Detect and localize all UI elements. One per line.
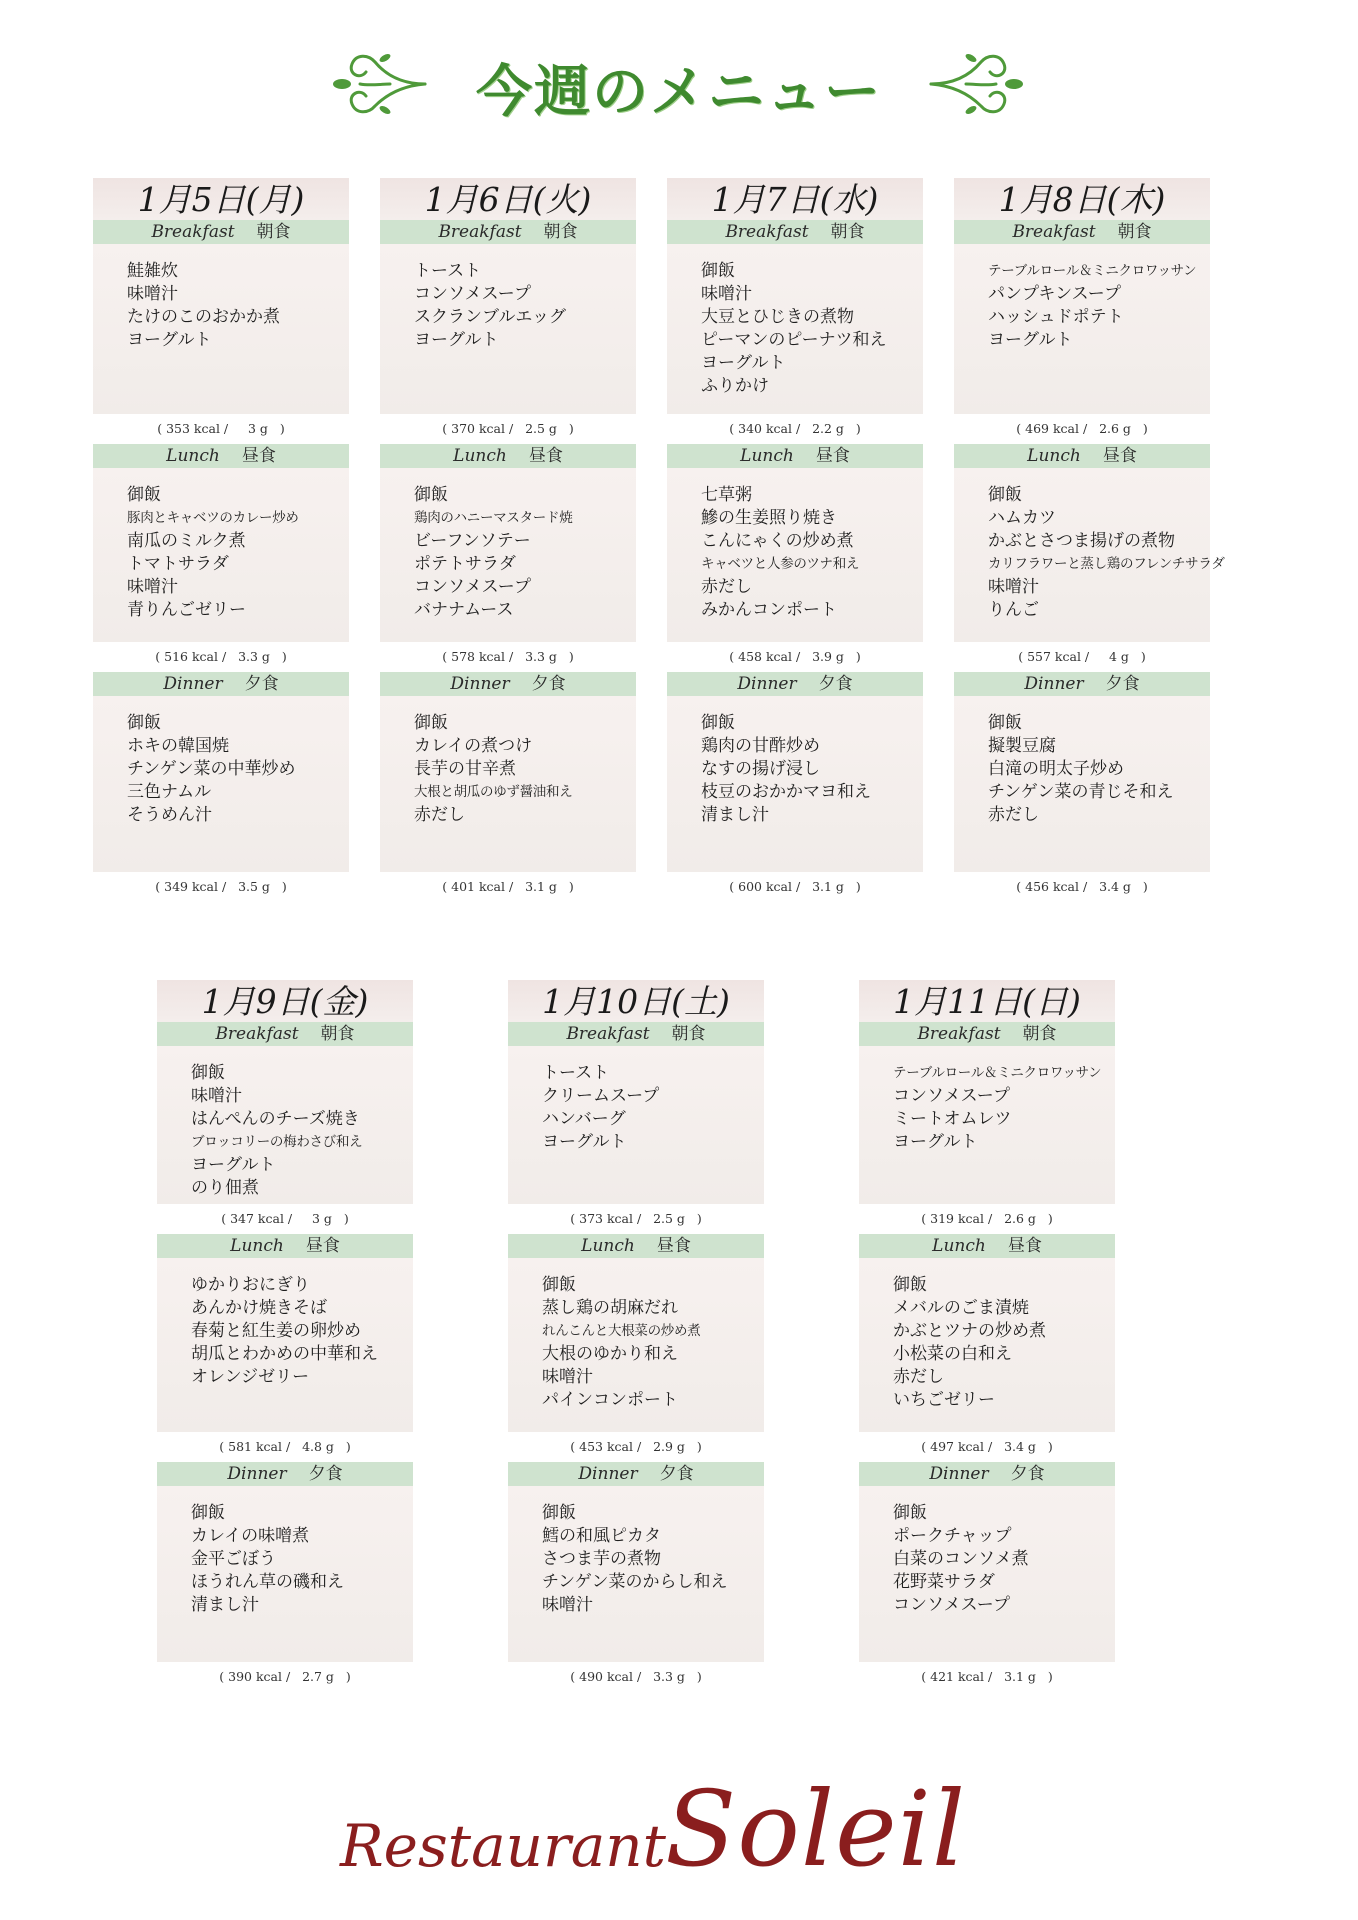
menu-item: トースト [542,1063,610,1083]
menu-item: 御飯 [988,713,1022,733]
breakfast-header [157,1022,413,1046]
breakfast-header [380,220,636,244]
menu-item: トマトサラダ [127,554,229,574]
menu-item: ポテトサラダ [414,554,516,574]
menu-item: クリームスープ [542,1086,660,1106]
day-column [508,980,764,1692]
breakfast-nutrition: ( 347 kcal / 3 g ) [221,1211,349,1226]
menu-item: 味噌汁 [127,284,178,304]
menu-item: 御飯 [127,485,161,505]
menu-item: 味噌汁 [988,577,1039,597]
dinner-menu [667,696,923,872]
lunch-label-ja: 昼食 [1102,446,1137,466]
menu-item: 味噌汁 [127,577,178,597]
menu-item: コンソメスープ [414,284,531,304]
lunch-header [93,444,349,468]
menu-item: コンソメスープ [414,577,531,597]
breakfast-menu [380,244,636,414]
breakfast-label-ja: 朝食 [830,222,865,242]
lunch-menu [508,1258,764,1432]
breakfast-label-ja: 朝食 [320,1024,355,1044]
page-header [0,40,1358,140]
menu-item: ほうれん草の磯和え [191,1572,344,1592]
breakfast-header [859,1022,1115,1046]
lunch-label-en: Lunch [581,1236,635,1256]
breakfast-nutrition: ( 370 kcal / 2.5 g ) [442,421,574,436]
menu-item: 清まし汁 [191,1595,259,1615]
menu-item: 胡瓜とわかめの中華和え [191,1344,378,1364]
dinner-menu [157,1486,413,1662]
menu-item: いちごゼリー [893,1390,995,1410]
menu-item: 豚肉とキャベツのカレー炒め [127,510,299,526]
breakfast-menu [859,1046,1115,1204]
menu-item: 蒸し鶏の胡麻だれ [542,1298,678,1318]
day-column [93,178,349,902]
dinner-label-ja: 夕食 [244,674,279,694]
menu-item: 御飯 [191,1503,225,1523]
lunch-menu [380,468,636,642]
day-date: 1月7日(水) [667,178,923,220]
menu-item: 擬製豆腐 [988,736,1056,756]
menu-item: チンゲン菜の青じそ和え [988,782,1174,802]
breakfast-label-ja: 朝食 [1117,222,1152,242]
lunch-nutrition: ( 581 kcal / 4.8 g ) [219,1439,351,1454]
menu-item: 鶏肉の甘酢炒め [701,736,820,756]
dinner-menu [954,696,1210,872]
menu-item: れんこんと大根菜の炒め煮 [542,1323,701,1339]
breakfast-label-ja: 朝食 [543,222,578,242]
menu-item: りんご [988,600,1039,620]
menu-item: ゆかりおにぎり [191,1275,310,1295]
menu-item: 御飯 [191,1063,225,1083]
dinner-label-en: Dinner [737,674,797,694]
menu-item: ヨーグルト [988,330,1073,350]
menu-item: 御飯 [701,713,735,733]
menu-item: ミートオムレツ [893,1109,1012,1129]
menu-item: 大根と胡瓜のゆず醤油和え [414,784,573,800]
breakfast-nutrition: ( 469 kcal / 2.6 g ) [1016,421,1148,436]
lunch-menu [157,1258,413,1432]
menu-item: ビーフンソテー [414,531,531,551]
menu-item: 大根のゆかり和え [542,1344,678,1364]
breakfast-header [954,220,1210,244]
menu-item: たけのこのおかか煮 [127,307,280,327]
menu-item: 赤だし [701,577,752,597]
lunch-label-en: Lunch [740,446,794,466]
dinner-label-en: Dinner [227,1464,287,1484]
dinner-header [667,672,923,696]
lunch-nutrition: ( 453 kcal / 2.9 g ) [570,1439,702,1454]
dinner-label-en: Dinner [163,674,223,694]
dinner-header [859,1462,1115,1486]
menu-item: パンプキンスープ [988,284,1121,304]
menu-item: ヨーグルト [893,1132,978,1152]
dinner-label-ja: 夕食 [659,1464,694,1484]
menu-item: 枝豆のおかかマヨ和え [701,782,871,802]
restaurant-name: Soleil [665,1768,967,1890]
dinner-label-en: Dinner [1024,674,1084,694]
menu-item: 春菊と紅生姜の卵炒め [191,1321,361,1341]
menu-item: ホキの韓国焼 [127,736,229,756]
breakfast-menu [93,244,349,414]
dinner-header [508,1462,764,1486]
menu-item: 御飯 [542,1275,576,1295]
breakfast-nutrition: ( 353 kcal / 3 g ) [157,421,285,436]
menu-item: 味噌汁 [191,1086,242,1106]
menu-item: 御飯 [893,1275,927,1295]
menu-item: ヨーグルト [542,1132,627,1152]
menu-item: ブロッコリーの梅わさび和え [191,1134,363,1150]
menu-item: のり佃煮 [191,1178,259,1198]
menu-item: 味噌汁 [701,284,752,304]
breakfast-header [667,220,923,244]
breakfast-label-en: Breakfast [438,222,522,242]
breakfast-menu [157,1046,413,1204]
day-column [380,178,636,902]
breakfast-label-en: Breakfast [215,1024,299,1044]
lunch-nutrition: ( 557 kcal / 4 g ) [1018,649,1146,664]
menu-item: 御飯 [542,1503,576,1523]
lunch-nutrition: ( 497 kcal / 3.4 g ) [921,1439,1053,1454]
breakfast-menu [508,1046,764,1204]
menu-item: こんにゃくの炒め煮 [701,531,854,551]
lunch-label-ja: 昼食 [815,446,850,466]
lunch-label-ja: 昼食 [656,1236,691,1256]
breakfast-nutrition: ( 373 kcal / 2.5 g ) [570,1211,702,1226]
dinner-label-en: Dinner [929,1464,989,1484]
menu-item: かぶとさつま揚げの煮物 [988,531,1175,551]
menu-item: ハッシュドポテト [988,307,1124,327]
dinner-nutrition: ( 349 kcal / 3.5 g ) [155,879,287,894]
menu-item: テーブルロール＆ミニクロワッサン [893,1065,1102,1081]
menu-item: ヨーグルト [191,1155,276,1175]
menu-item: 小松菜の白和え [893,1344,1012,1364]
leaf-ornament-right-icon [926,44,1026,124]
lunch-label-ja: 昼食 [305,1236,340,1256]
lunch-nutrition: ( 458 kcal / 3.9 g ) [729,649,861,664]
lunch-header [667,444,923,468]
breakfast-label-en: Breakfast [1012,222,1096,242]
menu-item: 御飯 [414,713,448,733]
lunch-label-en: Lunch [166,446,220,466]
menu-item: 赤だし [893,1367,944,1387]
lunch-label-en: Lunch [230,1236,284,1256]
day-date: 1月10日(土) [508,980,764,1022]
dinner-nutrition: ( 390 kcal / 2.7 g ) [219,1669,351,1684]
menu-item: チンゲン菜のからし和え [542,1572,728,1592]
menu-item: 御飯 [893,1503,927,1523]
dinner-label-en: Dinner [450,674,510,694]
menu-item: ヨーグルト [127,330,212,350]
dinner-menu [93,696,349,872]
day-date: 1月5日(月) [93,178,349,220]
lunch-header [157,1234,413,1258]
menu-item: あんかけ焼きそば [191,1298,327,1318]
menu-item: カレイの味噌煮 [191,1526,310,1546]
dinner-nutrition: ( 456 kcal / 3.4 g ) [1016,879,1148,894]
breakfast-label-en: Breakfast [917,1024,1001,1044]
menu-item: 青りんごゼリー [127,600,246,620]
breakfast-menu [954,244,1210,414]
menu-item: さつま芋の煮物 [542,1549,661,1569]
menu-item: 味噌汁 [542,1595,593,1615]
day-column [954,178,1225,902]
menu-item: 御飯 [414,485,448,505]
lunch-label-en: Lunch [932,1236,986,1256]
menu-item: ハムカツ [988,508,1056,528]
dinner-label-ja: 夕食 [818,674,853,694]
breakfast-menu [667,244,923,414]
menu-item: 白滝の明太子炒め [988,759,1124,779]
menu-item: ヨーグルト [701,353,786,373]
breakfast-nutrition: ( 340 kcal / 2.2 g ) [729,421,861,436]
dinner-label-ja: 夕食 [531,674,566,694]
dinner-menu [380,696,636,872]
menu-item: 御飯 [988,485,1022,505]
day-column [157,980,413,1692]
menu-item: カレイの煮つけ [414,736,533,756]
day-column [859,980,1115,1692]
menu-item: パインコンポート [542,1390,678,1410]
menu-item: かぶとツナの炒め煮 [893,1321,1046,1341]
dinner-nutrition: ( 421 kcal / 3.1 g ) [921,1669,1053,1684]
dinner-label-en: Dinner [578,1464,638,1484]
dinner-nutrition: ( 490 kcal / 3.3 g ) [570,1669,702,1684]
menu-item: テーブルロール＆ミニクロワッサン [988,263,1197,279]
day-date: 1月8日(木) [954,178,1210,220]
day-date: 1月11日(日) [859,980,1115,1022]
menu-item: バナナムース [414,600,514,620]
dinner-label-ja: 夕食 [1010,1464,1045,1484]
menu-item: 御飯 [701,261,735,281]
dinner-menu [508,1486,764,1662]
menu-item: 御飯 [127,713,161,733]
dinner-nutrition: ( 401 kcal / 3.1 g ) [442,879,574,894]
breakfast-label-en: Breakfast [566,1024,650,1044]
menu-item: はんぺんのチーズ焼き [191,1109,360,1129]
menu-item: カリフラワーと蒸し鶏のフレンチサラダ [988,556,1225,572]
breakfast-label-en: Breakfast [151,222,235,242]
menu-item: コンソメスープ [893,1086,1010,1106]
menu-item: ハンバーグ [542,1109,626,1129]
menu-item: 大豆とひじきの煮物 [701,307,854,327]
menu-item: 長芋の甘辛煮 [414,759,516,779]
dinner-label-ja: 夕食 [308,1464,343,1484]
menu-item: 赤だし [414,805,465,825]
menu-item: そうめん汁 [127,805,212,825]
menu-item: キャベツと人参のツナ和え [701,556,860,572]
menu-item: 赤だし [988,805,1039,825]
dinner-header [93,672,349,696]
menu-item: 金平ごぼう [191,1549,276,1569]
menu-item: スクランブルエッグ [414,307,566,327]
lunch-header [859,1234,1115,1258]
lunch-menu [93,468,349,642]
lunch-menu [667,468,923,642]
menu-item: チンゲン菜の中華炒め [127,759,296,779]
lunch-nutrition: ( 516 kcal / 3.3 g ) [155,649,287,664]
menu-item: 七草粥 [701,485,752,505]
menu-item: 鱈の和風ピカタ [542,1526,661,1546]
lunch-label-ja: 昼食 [528,446,563,466]
lunch-header [508,1234,764,1258]
menu-item: ピーマンのピーナツ和え [701,330,887,350]
menu-item: 三色ナムル [127,782,212,802]
lunch-menu [954,468,1225,642]
restaurant-label: Restaurant [340,1812,666,1880]
menu-item: 鰺の生姜照り焼き [701,508,837,528]
dinner-header [954,672,1210,696]
menu-item: 南瓜のミルク煮 [127,531,246,551]
breakfast-label-ja: 朝食 [256,222,291,242]
lunch-label-en: Lunch [453,446,507,466]
menu-item: なすの揚げ浸し [701,759,820,779]
menu-item: 味噌汁 [542,1367,593,1387]
menu-item: ヨーグルト [414,330,499,350]
breakfast-label-ja: 朝食 [671,1024,706,1044]
menu-item: 花野菜サラダ [893,1572,995,1592]
menu-item: メバルのごま漬焼 [893,1298,1029,1318]
day-date: 1月6日(火) [380,178,636,220]
lunch-label-ja: 昼食 [1007,1236,1042,1256]
lunch-label-ja: 昼食 [241,446,276,466]
lunch-label-en: Lunch [1027,446,1081,466]
menu-item: コンソメスープ [893,1595,1010,1615]
menu-item: 鮭雑炊 [127,261,178,281]
menu-item: 鶏肉のハニーマスタード焼 [414,510,573,526]
menu-item: 清まし汁 [701,805,769,825]
lunch-header [380,444,636,468]
breakfast-header [93,220,349,244]
day-date: 1月9日(金) [157,980,413,1022]
dinner-header [157,1462,413,1486]
footer-logo [0,1760,1358,1890]
menu-item: ふりかけ [701,376,769,396]
dinner-menu [859,1486,1115,1662]
menu-item: みかんコンポート [701,600,837,620]
dinner-label-ja: 夕食 [1105,674,1140,694]
day-column [667,178,923,902]
lunch-header [954,444,1210,468]
breakfast-label-ja: 朝食 [1022,1024,1057,1044]
dinner-header [380,672,636,696]
menu-item: 白菜のコンソメ煮 [893,1549,1029,1569]
breakfast-label-en: Breakfast [725,222,809,242]
lunch-nutrition: ( 578 kcal / 3.3 g ) [442,649,574,664]
menu-item: トースト [414,261,482,281]
page-title: 今週のメニュー [476,59,882,125]
breakfast-nutrition: ( 319 kcal / 2.6 g ) [921,1211,1053,1226]
dinner-nutrition: ( 600 kcal / 3.1 g ) [729,879,861,894]
breakfast-header [508,1022,764,1046]
lunch-menu [859,1258,1115,1432]
menu-item: ポークチャップ [893,1526,1012,1546]
menu-item: オレンジゼリー [191,1367,310,1387]
